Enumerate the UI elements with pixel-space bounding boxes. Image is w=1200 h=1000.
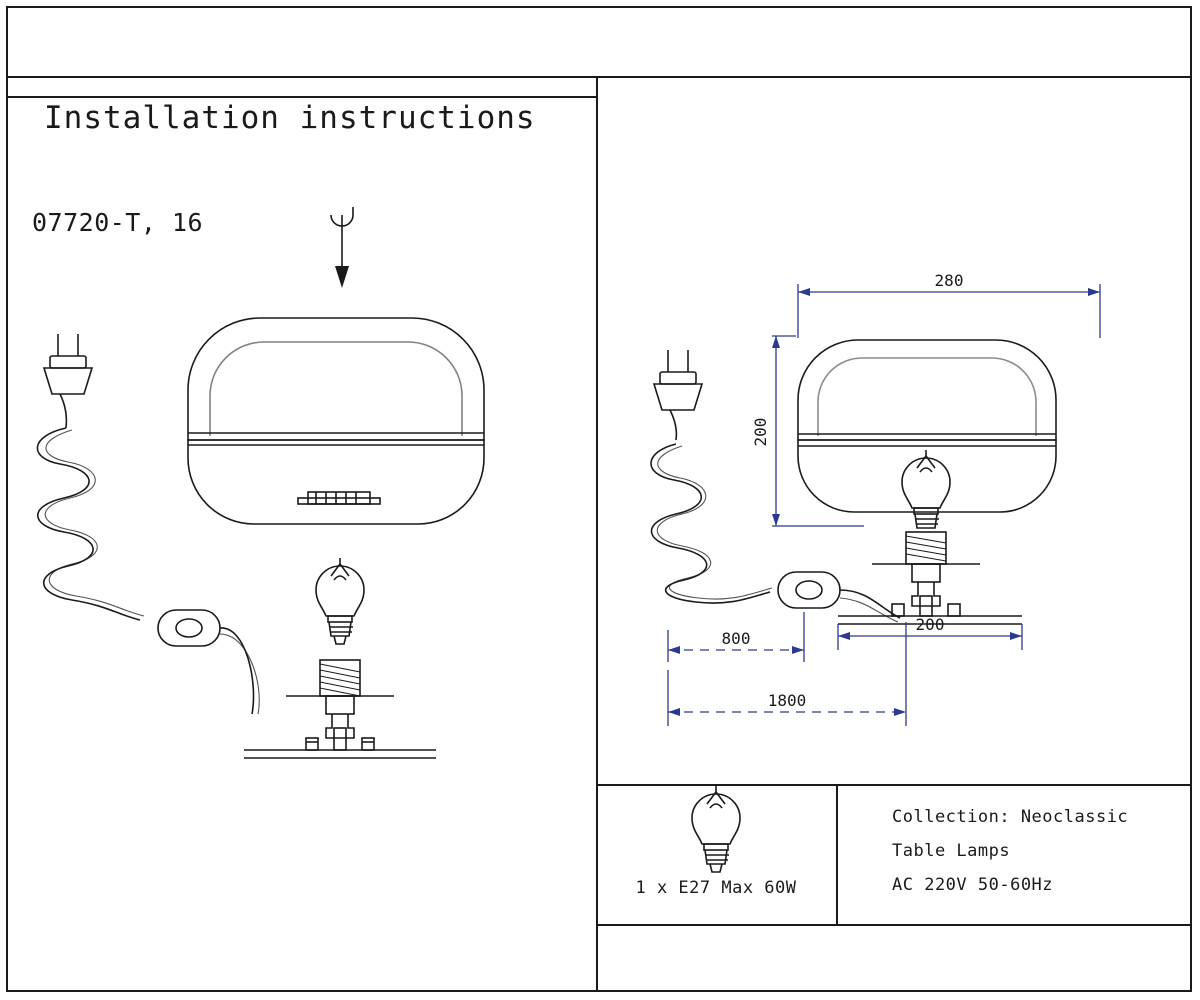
exploded-view-drawing <box>20 190 580 790</box>
right-top-divider <box>596 76 1190 78</box>
spec-info-block <box>836 782 1186 922</box>
dim-base-width: 200 <box>915 615 945 634</box>
model-code: 07720-T, 16 <box>32 208 204 237</box>
dim-cord-to-switch: 800 <box>721 629 751 648</box>
light-bulb-icon <box>600 782 832 878</box>
page-title: Installation instructions <box>44 100 536 136</box>
spec-collection: Collection: Neoclassic <box>892 807 1129 827</box>
spec-category: Table Lamps <box>892 841 1011 861</box>
info-band-bottom <box>596 924 1190 926</box>
dim-height-left: 200 <box>751 417 770 447</box>
bulb-caption: 1 x E27 Max 60W <box>635 878 797 898</box>
bulb-info-block <box>600 782 832 922</box>
dim-cord-total: 1800 <box>767 691 807 710</box>
center-divider <box>596 76 598 990</box>
assembled-view-drawing <box>600 250 1180 770</box>
spec-voltage: AC 220V 50-60Hz <box>892 875 1054 895</box>
title-block <box>8 74 592 162</box>
dim-width-top: 280 <box>934 271 964 290</box>
